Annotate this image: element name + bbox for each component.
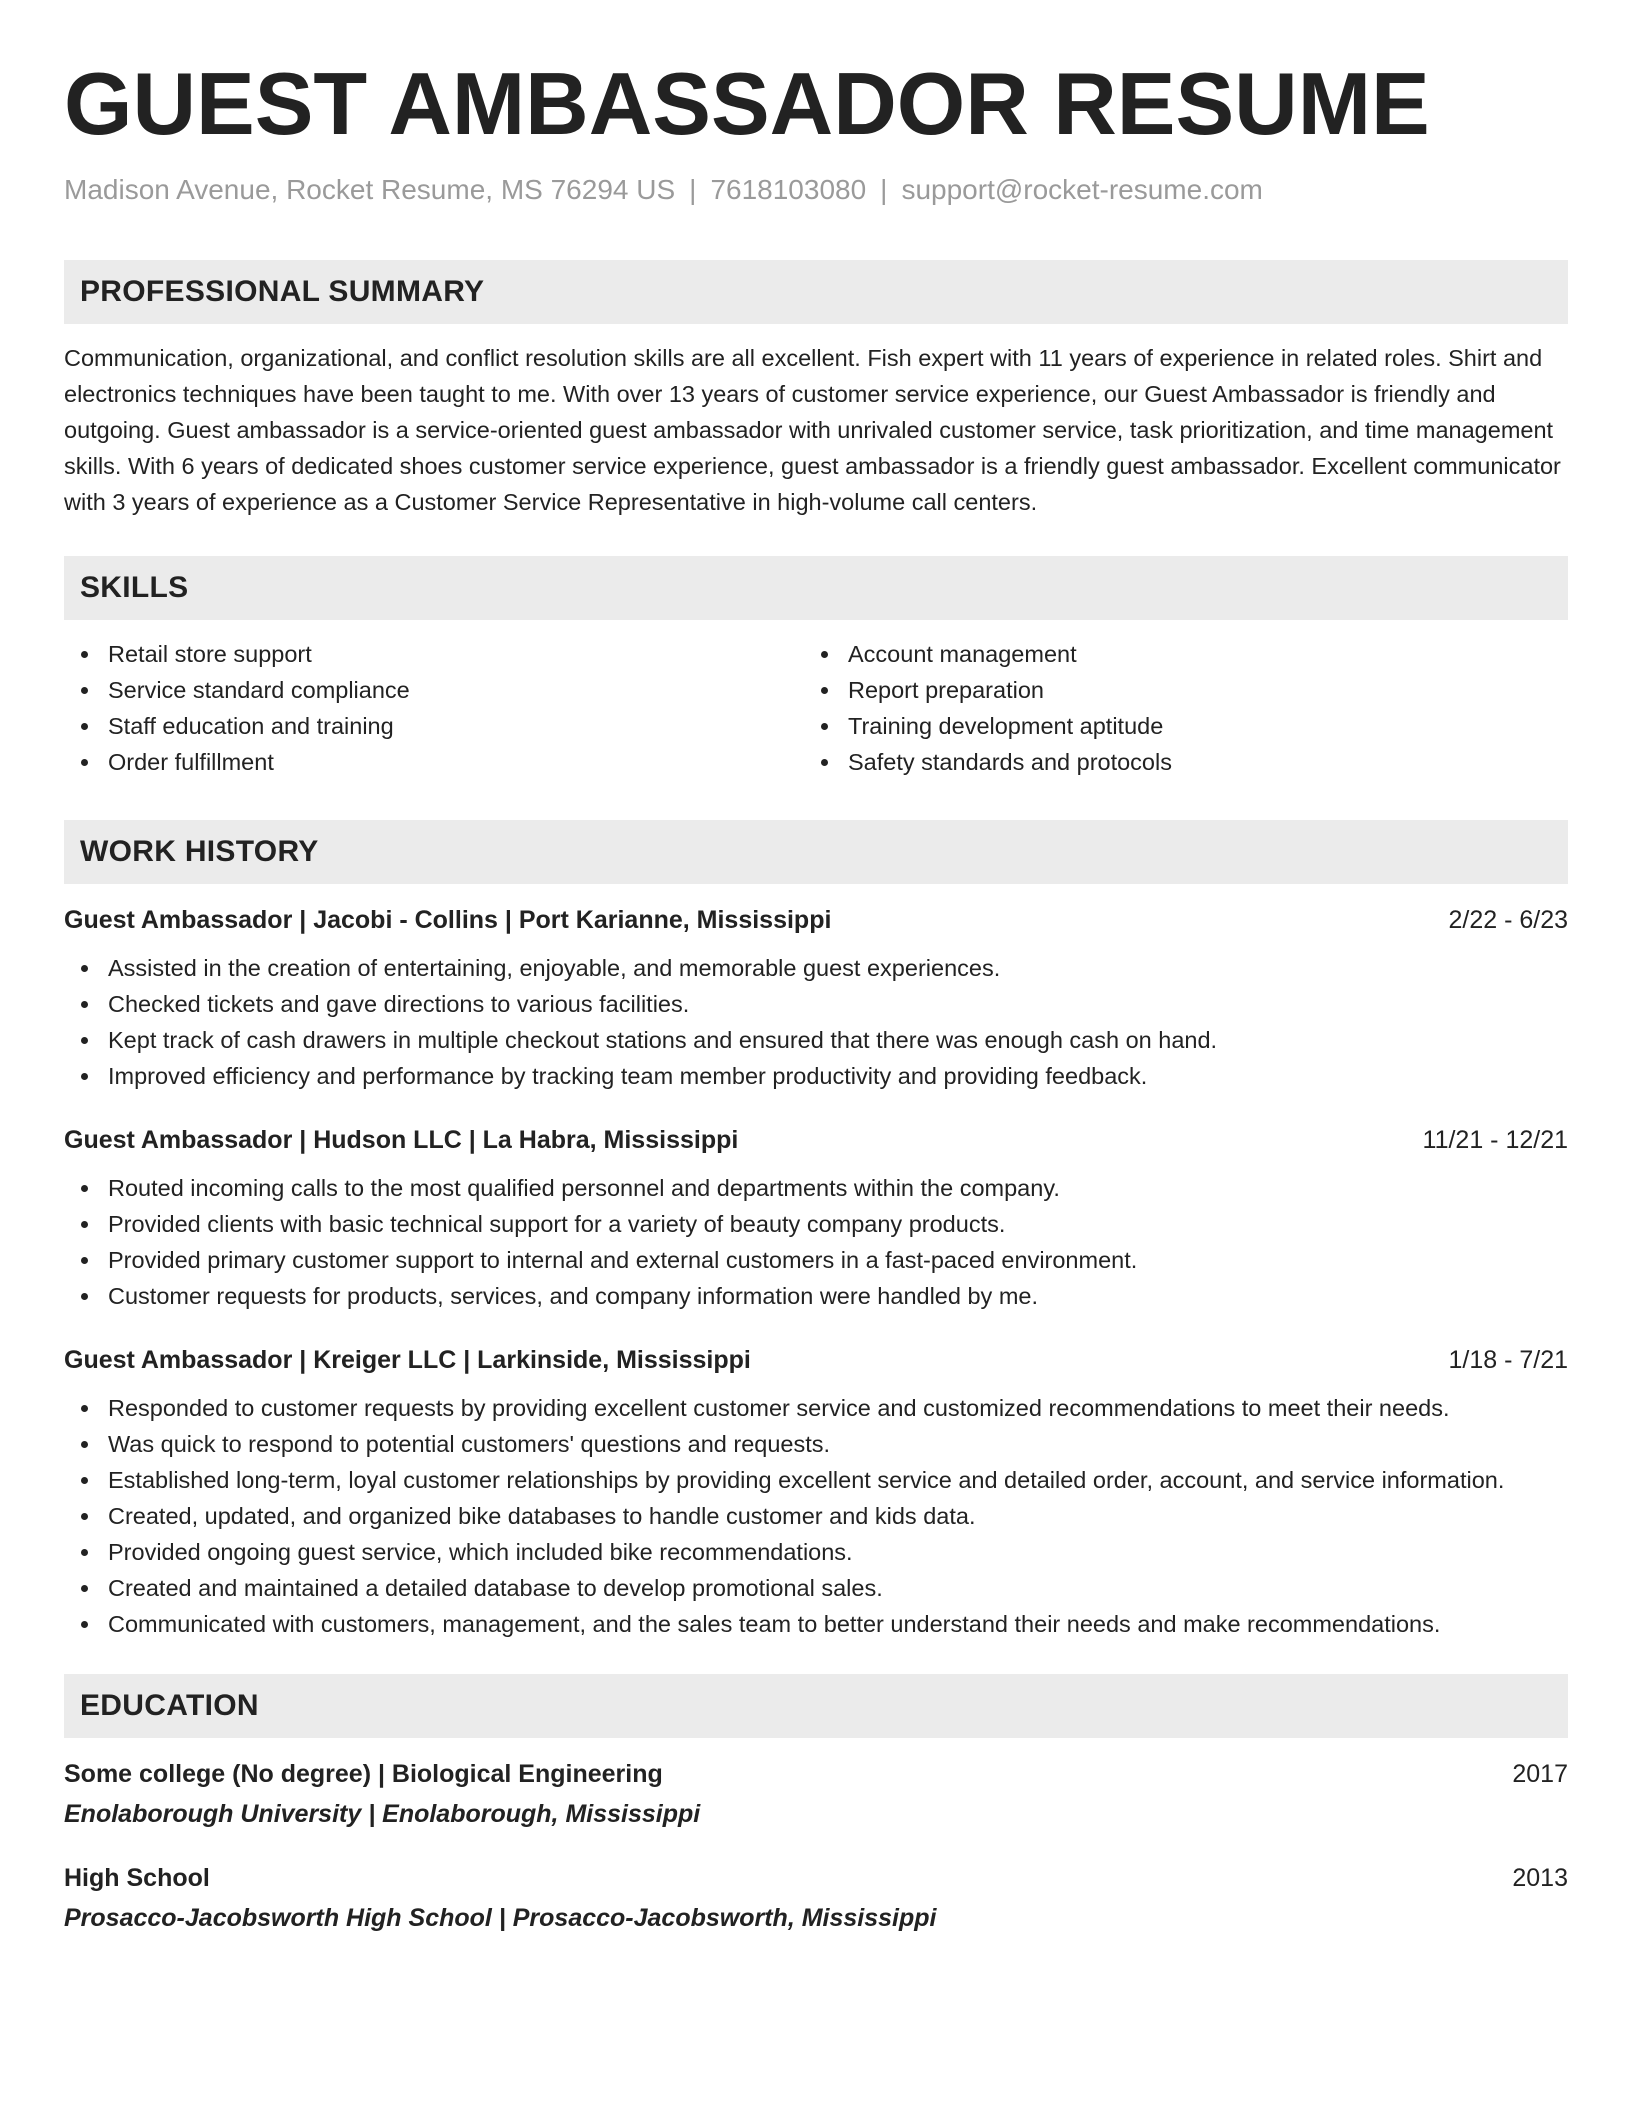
resume-title: GUEST AMBASSADOR RESUME: [64, 54, 1430, 153]
section-header-summary: PROFESSIONAL SUMMARY: [64, 260, 1568, 324]
skills-grid: [64, 636, 1568, 780]
section-header-education: EDUCATION: [64, 1674, 1568, 1738]
list-item: [64, 708, 804, 744]
section-header-work: WORK HISTORY: [64, 820, 1568, 884]
list-item: [804, 708, 1544, 744]
bullet-dot-icon: [81, 1257, 88, 1264]
job-entry: [64, 902, 1568, 1094]
education-school: Prosacco-Jacobsworth High School | Prosacco-Jacobsworth, Mississippi: [64, 1904, 937, 1932]
contact-email: support@rocket-resume.com: [901, 174, 1263, 205]
list-item: [64, 1390, 1568, 1426]
list-item: [64, 1242, 1568, 1278]
job-bullets: [64, 1170, 1568, 1314]
list-item-text: Established long-term, loyal customer relationships by providing excellent service and detailed order, account, and service information.: [108, 1467, 1505, 1493]
bullet-dot-icon: [81, 1621, 88, 1628]
job-title: Guest Ambassador | Kreiger LLC | Larkinside, Mississippi: [64, 1346, 751, 1374]
list-item-text: Provided clients with basic technical support for a variety of beauty company products.: [108, 1211, 1006, 1237]
list-item-text: Created and maintained a detailed database to develop promotional sales.: [108, 1575, 883, 1601]
job-dates: 1/18 - 7/21: [1448, 1346, 1568, 1374]
list-item: [64, 986, 1568, 1022]
list-item: [64, 1426, 1568, 1462]
bullet-dot-icon: [81, 723, 88, 730]
summary-text: Communication, organizational, and conflict resolution skills are all excellent. Fish expert with 11 years of experience in related roles. Shirt and electronics techniques have been taught to me. With over 13 years of customer service experience, our Guest Ambassador is friendly and outgoing. Guest ambassador is a service-oriented guest ambassador with unrivaled customer service, task prioritization, and time management skills. With 6 years of dedicated shoes customer service experience, guest ambassador is a friendly guest ambassador. Excellent communicator with 3 years of experience as a Customer Service Representative in high-volume call centers.: [64, 345, 1561, 515]
section-header-skills: SKILLS: [64, 556, 1568, 620]
list-item: [64, 1570, 1568, 1606]
list-item: [804, 672, 1544, 708]
list-item-text: Provided primary customer support to internal and external customers in a fast-paced environment.: [108, 1247, 1138, 1273]
job-entry: [64, 1342, 1568, 1642]
list-item-text: Assisted in the creation of entertaining, enjoyable, and memorable guest experiences.: [108, 955, 1001, 981]
list-item-text: Safety standards and protocols: [848, 749, 1172, 775]
contact-address: Madison Avenue, Rocket Resume, MS 76294 US: [64, 174, 676, 205]
list-item: [64, 636, 804, 672]
list-item: [804, 744, 1544, 780]
list-item: [64, 744, 804, 780]
list-item: [64, 1498, 1568, 1534]
contact-line: [64, 172, 1568, 208]
list-item-text: Customer requests for products, services, and company information were handled by me.: [108, 1283, 1038, 1309]
job-header: [64, 902, 1568, 938]
skills-list-left: [64, 636, 804, 780]
bullet-dot-icon: [81, 1037, 88, 1044]
list-item: [64, 1170, 1568, 1206]
bullet-dot-icon: [821, 651, 828, 658]
list-item-text: Created, updated, and organized bike databases to handle customer and kids data.: [108, 1503, 976, 1529]
list-item-text: Report preparation: [848, 677, 1044, 703]
bullet-dot-icon: [81, 1405, 88, 1412]
bullet-dot-icon: [81, 1585, 88, 1592]
job-dates: 2/22 - 6/23: [1448, 906, 1568, 934]
list-item: [64, 1534, 1568, 1570]
bullet-dot-icon: [81, 1441, 88, 1448]
education-school: Enolaborough University | Enolaborough, Mississippi: [64, 1800, 701, 1828]
bullet-dot-icon: [81, 1293, 88, 1300]
job-title: Guest Ambassador | Jacobi - Collins | Port Karianne, Mississippi: [64, 906, 832, 934]
education-degree: High School: [64, 1864, 210, 1892]
list-item: [64, 672, 804, 708]
education-entry: [64, 1860, 1568, 1936]
bullet-dot-icon: [81, 687, 88, 694]
education-entry: [64, 1756, 1568, 1832]
bullet-dot-icon: [81, 1185, 88, 1192]
list-item: [64, 950, 1568, 986]
list-item: [64, 1278, 1568, 1314]
list-item: [64, 1022, 1568, 1058]
list-item-text: Retail store support: [108, 641, 312, 667]
bullet-dot-icon: [821, 687, 828, 694]
bullet-dot-icon: [81, 651, 88, 658]
education-header: [64, 1756, 1568, 1792]
list-item-text: Responded to customer requests by providing excellent customer service and customized recommendations to meet their needs.: [108, 1395, 1450, 1421]
list-item-text: Checked tickets and gave directions to various facilities.: [108, 991, 690, 1017]
list-item: [64, 1206, 1568, 1242]
bullet-dot-icon: [81, 1001, 88, 1008]
skills-list-right: [804, 636, 1544, 780]
bullet-dot-icon: [81, 759, 88, 766]
education-degree: Some college (No degree) | Biological Engineering: [64, 1760, 663, 1788]
job-bullets: [64, 1390, 1568, 1642]
education-list: [64, 1756, 1568, 1936]
contact-separator: |: [689, 174, 697, 205]
list-item-text: Training development aptitude: [848, 713, 1164, 739]
list-item-text: Provided ongoing guest service, which included bike recommendations.: [108, 1539, 853, 1565]
job-title: Guest Ambassador | Hudson LLC | La Habra, Mississippi: [64, 1126, 739, 1154]
bullet-dot-icon: [81, 1221, 88, 1228]
list-item-text: Kept track of cash drawers in multiple checkout stations and ensured that there was enough cash on hand.: [108, 1027, 1218, 1053]
list-item-text: Routed incoming calls to the most qualified personnel and departments within the company.: [108, 1175, 1060, 1201]
job-entry: [64, 1122, 1568, 1314]
contact-separator: |: [880, 174, 888, 205]
contact-phone: 7618103080: [710, 174, 867, 205]
list-item-text: Order fulfillment: [108, 749, 274, 775]
bullet-dot-icon: [821, 759, 828, 766]
bullet-dot-icon: [81, 1477, 88, 1484]
list-item-text: Staff education and training: [108, 713, 394, 739]
list-item-text: Was quick to respond to potential customers' questions and requests.: [108, 1431, 831, 1457]
job-header: [64, 1342, 1568, 1378]
work-history-list: [64, 902, 1568, 1642]
bullet-dot-icon: [81, 965, 88, 972]
skills-column-right: [804, 636, 1544, 780]
bullet-dot-icon: [81, 1513, 88, 1520]
list-item: [804, 636, 1544, 672]
list-item-text: Account management: [848, 641, 1077, 667]
list-item-text: Communicated with customers, management, and the sales team to better understand their needs and make recommendations.: [108, 1611, 1441, 1637]
bullet-dot-icon: [81, 1073, 88, 1080]
bullet-dot-icon: [821, 723, 828, 730]
education-year: 2013: [1512, 1864, 1568, 1892]
list-item-text: Service standard compliance: [108, 677, 410, 703]
list-item-text: Improved efficiency and performance by tracking team member productivity and providing feedback.: [108, 1063, 1148, 1089]
education-header: [64, 1860, 1568, 1896]
education-year: 2017: [1512, 1760, 1568, 1788]
job-dates: 11/21 - 12/21: [1422, 1126, 1568, 1154]
skills-column-left: [64, 636, 804, 780]
list-item: [64, 1058, 1568, 1094]
list-item: [64, 1606, 1568, 1642]
list-item: [64, 1462, 1568, 1498]
job-header: [64, 1122, 1568, 1158]
bullet-dot-icon: [81, 1549, 88, 1556]
job-bullets: [64, 950, 1568, 1094]
